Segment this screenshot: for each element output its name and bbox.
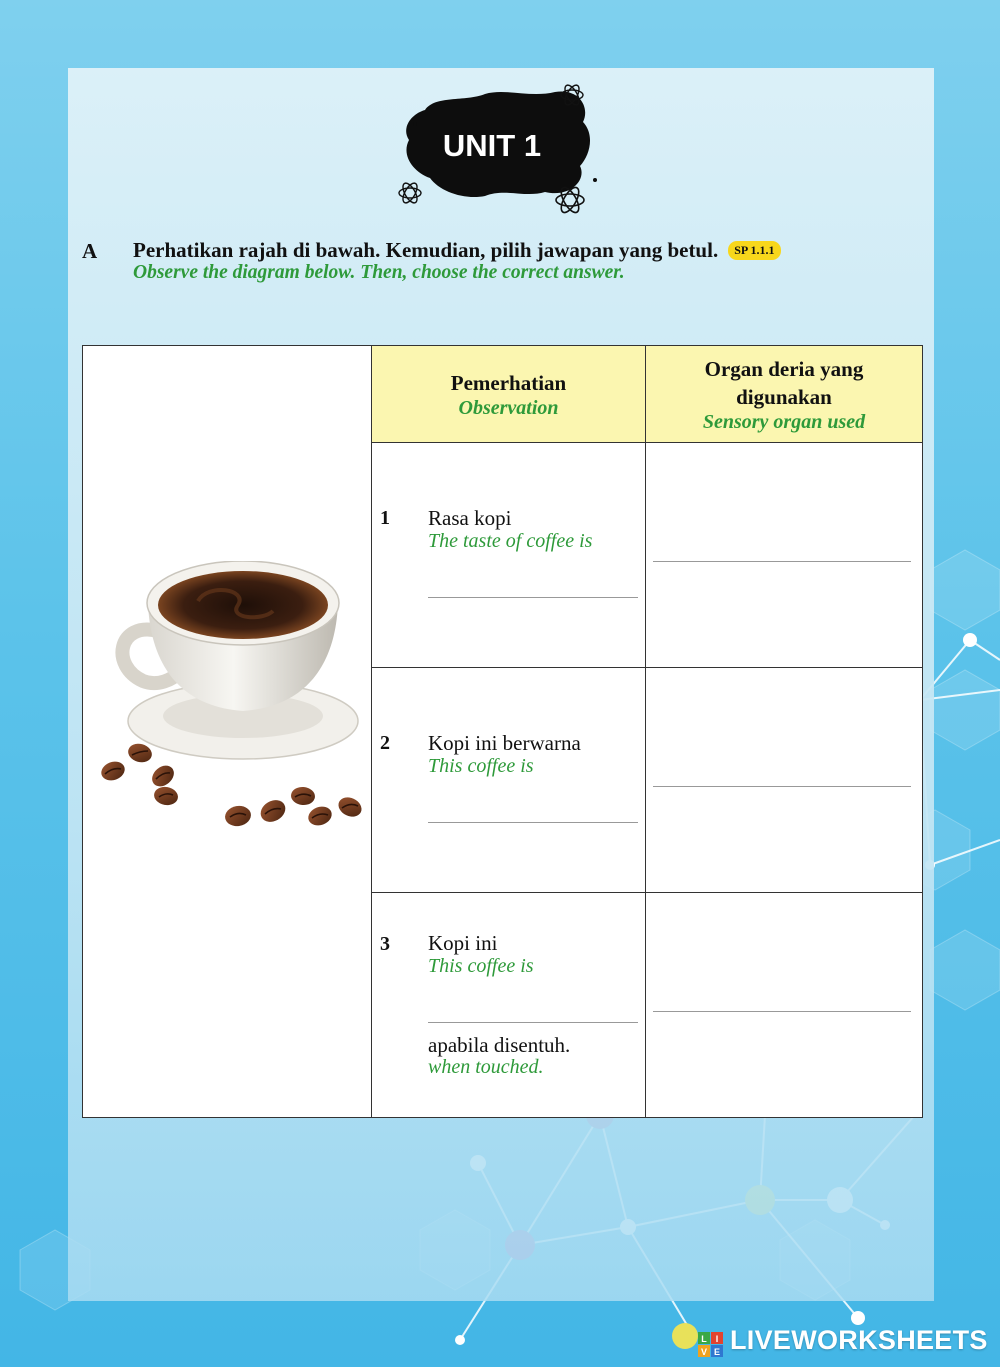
- observation-text-ms: Rasa kopi: [428, 506, 512, 530]
- observation-text-en: The taste of coffee is: [428, 530, 593, 552]
- observation-text-en: This coffee is: [428, 955, 534, 977]
- observation-text-ms: Kopi ini berwarna: [428, 731, 581, 755]
- coffee-surface: [158, 571, 328, 639]
- logo-letter: I: [715, 1334, 719, 1344]
- answer-blank-organ-3[interactable]: [653, 1011, 911, 1012]
- observation-cell-1: [372, 443, 646, 668]
- question-text-en: Observe the diagram below. Then, choose the correct answer.: [133, 262, 625, 283]
- sensory-organ-cell-3: [646, 893, 923, 1118]
- sensory-organ-cell-2: [646, 668, 923, 893]
- answer-blank-observation-1[interactable]: [428, 597, 638, 598]
- header-observation-en: Observation: [458, 397, 559, 419]
- observation-suffix-ms: apabila disentuh.: [428, 1033, 571, 1057]
- question-letter: A: [82, 239, 98, 263]
- coffee-cup-image: [88, 561, 368, 851]
- question-text-ms: Perhatikan rajah di bawah. Kemudian, pilih jawapan yang betul.: [133, 238, 719, 262]
- unit-title-text: UNIT 1: [442, 128, 542, 163]
- brand-name: LIVEWORKSHEETS: [730, 1325, 988, 1355]
- header-observation-ms: Pemerhatian: [450, 371, 567, 395]
- unit-title-badge: [395, 80, 625, 220]
- observation-table: [82, 345, 923, 1118]
- row-number: 3: [380, 933, 390, 955]
- observation-suffix-en: when touched.: [428, 1056, 544, 1078]
- observation-cell-3: [372, 893, 646, 1118]
- observation-text-en: This coffee is: [428, 755, 534, 777]
- logo-letter: E: [713, 1347, 721, 1357]
- row-number: 1: [380, 507, 390, 529]
- liveworksheets-logo-icon: [672, 1318, 728, 1362]
- answer-blank-observation-2[interactable]: [428, 822, 638, 823]
- coffee-image-cell: [83, 346, 372, 1118]
- answer-blank-organ-1[interactable]: [653, 561, 911, 562]
- atom-icon: [399, 181, 421, 205]
- header-observation: [372, 346, 646, 443]
- logo-letter: V: [700, 1347, 708, 1357]
- observation-cell-2: [372, 668, 646, 893]
- row-number: 2: [380, 732, 390, 754]
- sensory-organ-cell-1: [646, 443, 923, 668]
- header-sensory-organ: [646, 346, 923, 443]
- answer-blank-observation-3[interactable]: [428, 1022, 638, 1023]
- header-organ-ms: Organ deria yang digunakan: [704, 357, 864, 409]
- standard-tag-badge: SP 1.1.1: [728, 241, 780, 260]
- question-instruction: [133, 238, 781, 263]
- logo-letter: L: [701, 1334, 707, 1344]
- observation-text-ms: Kopi ini: [428, 931, 498, 955]
- answer-blank-organ-2[interactable]: [653, 786, 911, 787]
- header-organ-en: Sensory organ used: [702, 411, 866, 433]
